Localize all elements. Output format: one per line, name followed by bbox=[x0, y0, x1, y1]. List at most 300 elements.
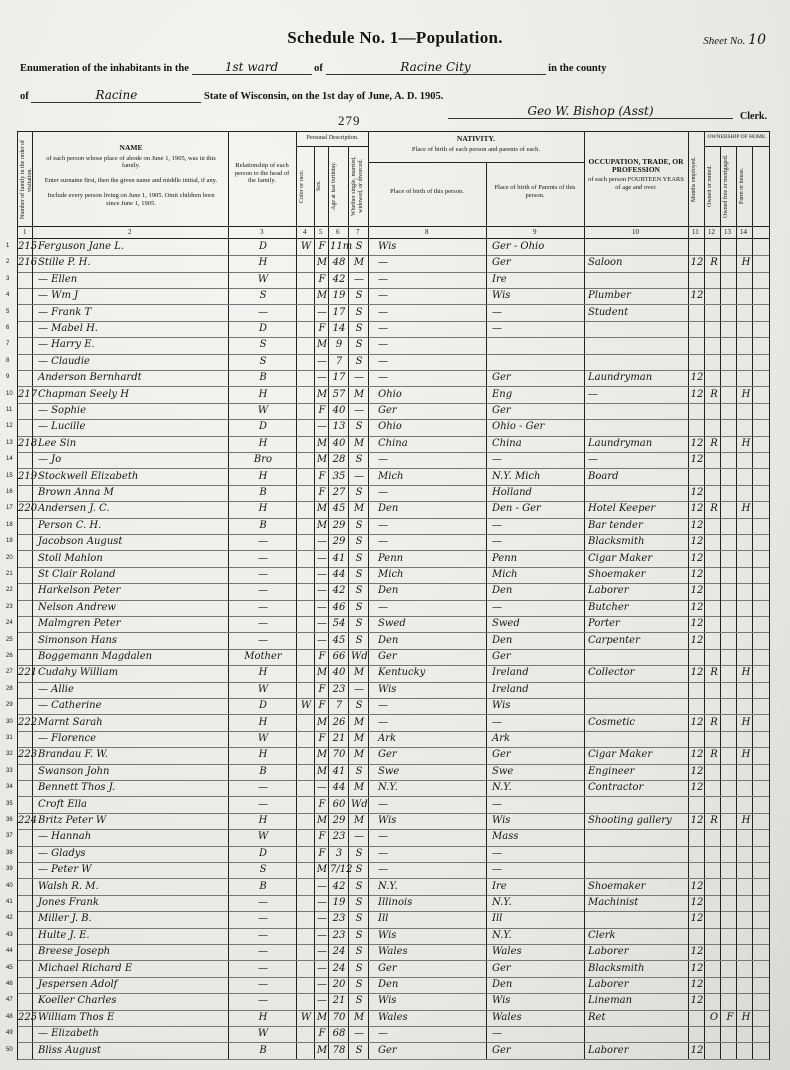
cell-sex: — bbox=[317, 880, 327, 892]
cell-months-employed: 12 bbox=[690, 979, 704, 990]
cell-birthplace: N.Y. bbox=[378, 782, 398, 794]
cell-person-name: Jespersen Adolf bbox=[38, 979, 118, 990]
table-row bbox=[6, 846, 769, 863]
cell-birthplace: Wis bbox=[378, 241, 397, 252]
line-number: 2 bbox=[6, 259, 10, 266]
cell-birthplace: Swed bbox=[378, 618, 406, 630]
cell-relationship: — bbox=[258, 618, 268, 630]
cell-relationship: D bbox=[258, 241, 268, 252]
cell-relationship: W bbox=[257, 405, 269, 416]
cell-person-name: Koeller Charles bbox=[38, 995, 117, 1007]
cell-relationship: — bbox=[258, 798, 268, 810]
cell-age: 40 bbox=[332, 667, 346, 679]
table-row bbox=[6, 387, 769, 404]
cell-months-employed: 12 bbox=[690, 569, 704, 580]
cell-parents-birthplace: Wis bbox=[492, 995, 511, 1007]
cell-occupation: Shoemaker bbox=[588, 569, 646, 580]
col-num: 14 bbox=[740, 228, 747, 236]
cell-parents-birthplace: Holland bbox=[492, 487, 532, 498]
cell-relationship: D bbox=[258, 323, 268, 334]
line-number: 44 bbox=[6, 948, 13, 955]
cell-person-name: — Peter W bbox=[38, 864, 92, 876]
cell-sex: F bbox=[318, 405, 326, 416]
county-suffix: in the county bbox=[548, 63, 607, 74]
col-nativity-desc: Place of birth of each person and parents of each. bbox=[411, 145, 541, 153]
table-row bbox=[6, 321, 769, 338]
cell-relationship: Mother bbox=[244, 651, 282, 662]
cell-parents-birthplace: — bbox=[492, 716, 502, 728]
table-row bbox=[6, 1010, 769, 1027]
cell-months-employed: 12 bbox=[690, 601, 704, 613]
cell-marital-status: — bbox=[354, 831, 364, 843]
cell-months-employed: 12 bbox=[690, 437, 704, 449]
of2-label: of bbox=[20, 91, 29, 102]
cell-person-name: Malmgren Peter bbox=[38, 618, 121, 630]
cell-person-name: — Ellen bbox=[38, 273, 78, 285]
cell-parents-birthplace: N.Y. bbox=[492, 929, 512, 941]
cell-parents-birthplace: Wis bbox=[492, 290, 511, 302]
cell-sex: — bbox=[317, 962, 327, 974]
cell-birthplace: — bbox=[378, 323, 388, 334]
cell-marital-status: S bbox=[355, 618, 363, 630]
cell-parents-birthplace: — bbox=[492, 306, 502, 318]
cell-marital-status: M bbox=[353, 667, 365, 679]
cell-owned-rented: R bbox=[710, 388, 718, 400]
cell-relationship: H bbox=[258, 388, 268, 400]
cell-marital-status: S bbox=[355, 323, 363, 334]
cell-relationship: D bbox=[258, 847, 268, 859]
cell-months-employed: 12 bbox=[690, 552, 704, 564]
cell-occupation: Carpenter bbox=[588, 634, 640, 646]
cell-person-name: Michael Richard E bbox=[38, 962, 133, 974]
cell-person-name: — Mabel H. bbox=[38, 323, 98, 334]
cell-age: 35 bbox=[332, 470, 346, 482]
cell-age: 78 bbox=[332, 1044, 346, 1056]
cell-occupation: Ret bbox=[588, 1011, 606, 1023]
table-row bbox=[6, 961, 769, 978]
cell-relationship: B bbox=[259, 487, 267, 498]
cell-relationship: H bbox=[258, 437, 268, 449]
cell-occupation: Hotel Keeper bbox=[588, 503, 656, 515]
table-row bbox=[6, 370, 769, 387]
cell-age: 21 bbox=[332, 995, 346, 1007]
line-number: 16 bbox=[6, 489, 13, 495]
col-num: 2 bbox=[128, 228, 132, 236]
col-nativity-caption: NATIVITY. bbox=[456, 134, 496, 143]
cell-months-employed: 12 bbox=[690, 749, 704, 761]
cell-parents-birthplace: Ger bbox=[492, 962, 511, 974]
cell-owned-rented: R bbox=[710, 815, 718, 826]
cell-relationship: H bbox=[258, 257, 268, 269]
cell-age: 46 bbox=[332, 601, 346, 613]
cell-sex: F bbox=[318, 1028, 326, 1040]
cell-person-name: — Claudie bbox=[38, 355, 90, 367]
cell-marital-status: — bbox=[354, 405, 364, 416]
cell-parents-birthplace: Ark bbox=[492, 733, 511, 744]
line-number: 11 bbox=[6, 407, 13, 413]
cell-marital-status: S bbox=[355, 569, 363, 580]
cell-family-number: 223 bbox=[18, 749, 38, 761]
cell-months-employed: 12 bbox=[690, 765, 704, 777]
cell-sex: — bbox=[317, 421, 327, 433]
cell-age: 45 bbox=[332, 503, 346, 515]
cell-sex: F bbox=[318, 733, 326, 744]
cell-sex: F bbox=[318, 241, 326, 252]
cell-parents-birthplace: Den bbox=[492, 979, 513, 990]
cell-person-name: Cudahy William bbox=[38, 667, 119, 679]
cell-relationship: H bbox=[258, 1011, 268, 1023]
cell-farm-house: H bbox=[741, 257, 751, 269]
cell-occupation: Cigar Maker bbox=[588, 749, 653, 761]
cell-person-name: Anderson Bernhardt bbox=[38, 372, 142, 384]
cell-age: 41 bbox=[332, 552, 346, 564]
line-number: 40 bbox=[6, 882, 13, 889]
cell-marital-status: — bbox=[354, 273, 364, 285]
cell-person-name: Lee Sin bbox=[38, 437, 77, 449]
cell-person-name: Jones Frank bbox=[38, 897, 99, 908]
table-row bbox=[6, 649, 769, 666]
cell-marital-status: S bbox=[355, 536, 363, 548]
table-row bbox=[6, 829, 769, 846]
cell-sex: — bbox=[317, 634, 327, 646]
cell-months-employed: 12 bbox=[690, 995, 704, 1007]
cell-birthplace: Ohio bbox=[378, 421, 402, 433]
cell-age: 19 bbox=[332, 290, 346, 302]
col-nativity bbox=[370, 135, 582, 153]
table-row bbox=[6, 928, 769, 945]
schedule-title: Schedule No. 1—Population. bbox=[287, 28, 503, 47]
cell-sex: M bbox=[316, 454, 328, 466]
cell-birthplace: — bbox=[378, 1028, 388, 1040]
cell-person-name: Croft Ella bbox=[38, 798, 88, 810]
cell-parents-birthplace: Ireland bbox=[492, 683, 529, 695]
clerk-label: Clerk. bbox=[740, 111, 767, 122]
cell-relationship: — bbox=[258, 962, 268, 974]
cell-birthplace: — bbox=[378, 700, 388, 712]
col-owned: Owned or rented. bbox=[707, 165, 713, 207]
cell-relationship: S bbox=[259, 290, 267, 302]
cell-birthplace: Den bbox=[378, 979, 399, 990]
col-free: Owned free or mortgaged. bbox=[723, 154, 729, 218]
table-row bbox=[6, 501, 769, 518]
cell-age: 60 bbox=[332, 798, 346, 810]
table-row bbox=[6, 255, 769, 272]
line-number: 45 bbox=[6, 964, 13, 971]
line-number: 29 bbox=[6, 702, 13, 709]
cell-sex: — bbox=[317, 995, 327, 1007]
cell-owned-rented: R bbox=[710, 716, 718, 728]
cell-person-name: Harkelson Peter bbox=[38, 585, 121, 597]
col-occupation-caption: OCCUPATION, TRADE, OR PROFESSION bbox=[588, 157, 684, 174]
cell-sex: M bbox=[316, 519, 328, 531]
cell-parents-birthplace: Ire bbox=[492, 273, 507, 285]
line-number: 46 bbox=[6, 981, 13, 987]
table-row bbox=[6, 895, 769, 912]
cell-owned-rented: R bbox=[710, 257, 718, 269]
cell-occupation: — bbox=[588, 454, 598, 466]
col-num: 7 bbox=[356, 228, 360, 236]
cell-relationship: W bbox=[257, 733, 269, 744]
cell-parents-birthplace: Den bbox=[492, 585, 513, 597]
cell-parents-birthplace: Ire bbox=[492, 880, 507, 892]
cell-birthplace: — bbox=[378, 273, 388, 285]
cell-parents-birthplace: Den - Ger bbox=[492, 503, 541, 515]
cell-owned-rented: O bbox=[709, 1011, 719, 1023]
cell-parents-birthplace: — bbox=[492, 323, 502, 334]
sheet-label: Sheet No. bbox=[703, 35, 746, 47]
cell-person-name: — Elizabeth bbox=[38, 1028, 99, 1040]
cell-occupation: Plumber bbox=[588, 290, 631, 302]
line-number: 38 bbox=[6, 849, 13, 856]
line-number: 47 bbox=[6, 997, 13, 1004]
table-row bbox=[6, 813, 769, 830]
cell-relationship: — bbox=[258, 897, 268, 908]
cell-color: W bbox=[300, 241, 312, 252]
cell-person-name: Ferguson Jane L. bbox=[38, 241, 125, 252]
cell-months-employed: 12 bbox=[690, 388, 704, 400]
cell-relationship: W bbox=[257, 683, 269, 695]
cell-birthplace: Den bbox=[378, 634, 399, 646]
cell-parents-birthplace: Penn bbox=[492, 552, 518, 564]
cell-age: 42 bbox=[332, 585, 346, 597]
cell-marital-status: S bbox=[355, 519, 363, 531]
cell-relationship: W bbox=[257, 1028, 269, 1040]
table-row bbox=[6, 534, 769, 551]
cell-age: 57 bbox=[332, 388, 346, 400]
cell-sex: — bbox=[317, 913, 327, 925]
line-number: 37 bbox=[6, 833, 13, 840]
table-row bbox=[6, 764, 769, 781]
line-number: 48 bbox=[6, 1013, 13, 1020]
cell-family-number: 224 bbox=[18, 815, 38, 826]
cell-birthplace: Ill bbox=[378, 913, 389, 925]
cell-farm-house: H bbox=[741, 749, 751, 761]
cell-age: 14 bbox=[332, 323, 346, 334]
table-row bbox=[6, 977, 769, 994]
cell-person-name: Walsh R. M. bbox=[38, 880, 99, 892]
cell-birthplace: Wis bbox=[378, 815, 397, 826]
cell-sex: M bbox=[316, 716, 328, 728]
city-field: Racine City bbox=[326, 60, 546, 75]
line-number: 10 bbox=[6, 390, 13, 397]
cell-months-employed: 12 bbox=[690, 454, 704, 466]
line-number: 43 bbox=[6, 931, 13, 938]
cell-birthplace: Penn bbox=[378, 552, 404, 564]
line-number: 34 bbox=[6, 784, 13, 791]
cell-parents-birthplace: Wis bbox=[492, 700, 511, 712]
cell-birthplace: Wales bbox=[378, 1011, 408, 1023]
line-number: 36 bbox=[6, 817, 13, 823]
cell-sex: M bbox=[316, 437, 328, 449]
cell-age: 17 bbox=[332, 306, 346, 318]
cell-family-number: 221 bbox=[18, 667, 38, 679]
cell-relationship: — bbox=[258, 585, 268, 597]
cell-age: 27 bbox=[332, 487, 346, 498]
cell-age: 21 bbox=[332, 733, 346, 744]
table-row bbox=[6, 419, 769, 436]
cell-months-employed: 12 bbox=[690, 667, 704, 679]
cell-relationship: H bbox=[258, 503, 268, 515]
cell-months-employed: 12 bbox=[690, 946, 704, 958]
line-number: 31 bbox=[6, 735, 13, 741]
cell-sex: F bbox=[318, 470, 326, 482]
cell-age: 13 bbox=[332, 421, 346, 433]
cell-occupation: Lineman bbox=[588, 995, 633, 1007]
line-number: 22 bbox=[6, 587, 13, 594]
cell-color: W bbox=[300, 700, 312, 712]
cell-person-name: Miller J. B. bbox=[38, 913, 92, 925]
cell-age: 17 bbox=[332, 372, 346, 384]
cell-person-name: Marnt Sarah bbox=[38, 716, 103, 728]
cell-relationship: — bbox=[258, 995, 268, 1007]
cell-relationship: — bbox=[258, 979, 268, 990]
col-family-number: Number of family in the order of visitation. bbox=[20, 140, 33, 220]
cell-family-number: 216 bbox=[18, 257, 38, 269]
cell-relationship: W bbox=[257, 273, 269, 285]
cell-sex: — bbox=[317, 897, 327, 908]
cell-sex: — bbox=[317, 306, 327, 318]
col-num: 11 bbox=[692, 228, 699, 236]
table-row bbox=[6, 665, 769, 682]
cell-family-number: 219 bbox=[18, 470, 38, 482]
cell-parents-birthplace: Wales bbox=[492, 946, 522, 958]
cell-birthplace: N.Y. bbox=[378, 880, 398, 892]
cell-farm-house: H bbox=[741, 1011, 751, 1023]
cell-relationship: H bbox=[258, 470, 268, 482]
cell-months-employed: 12 bbox=[690, 1044, 704, 1056]
cell-age: 19 bbox=[332, 897, 346, 908]
enumeration-line bbox=[20, 60, 607, 75]
cell-sex: — bbox=[317, 536, 327, 548]
cell-sex: — bbox=[317, 552, 327, 564]
clerk-signature: Geo W. Bishop (Asst) bbox=[448, 104, 733, 119]
cell-relationship: D bbox=[258, 700, 268, 712]
cell-relationship: B bbox=[259, 372, 267, 384]
cell-parents-birthplace: — bbox=[492, 847, 502, 859]
column-number-row bbox=[18, 226, 769, 239]
cell-occupation: Blacksmith bbox=[588, 536, 645, 548]
cell-person-name: Simonson Hans bbox=[38, 634, 118, 646]
cell-age: 24 bbox=[332, 962, 346, 974]
col-name-note1: Enter surname first, then the given name and middle initial, if any. bbox=[44, 177, 218, 184]
cell-birthplace: Den bbox=[378, 585, 399, 597]
cell-parents-birthplace: Ger bbox=[492, 257, 511, 269]
cell-age: 45 bbox=[332, 634, 346, 646]
cell-marital-status: S bbox=[355, 897, 363, 908]
cell-person-name: Nelson Andrew bbox=[38, 601, 116, 613]
cell-person-name: — Harry E. bbox=[38, 339, 95, 351]
cell-parents-birthplace: Ger bbox=[492, 651, 511, 662]
cell-months-employed: 12 bbox=[690, 880, 704, 892]
cell-sex: F bbox=[318, 683, 326, 695]
table-header bbox=[18, 132, 769, 227]
col-relationship: Relationship of each person to the head of the family. bbox=[234, 162, 290, 184]
table-row bbox=[6, 452, 769, 469]
cell-marital-status: — bbox=[354, 470, 364, 482]
cell-parents-birthplace: Wales bbox=[492, 1011, 522, 1023]
cell-birthplace: — bbox=[378, 290, 388, 302]
population-schedule-table bbox=[6, 131, 770, 1060]
cell-marital-status: M bbox=[353, 749, 365, 761]
cell-marital-status: S bbox=[355, 962, 363, 974]
cell-person-name: Britz Peter W bbox=[38, 815, 107, 826]
cell-age: 9 bbox=[335, 339, 343, 351]
cell-relationship: W bbox=[257, 831, 269, 843]
cell-occupation: Shoemaker bbox=[588, 880, 646, 892]
cell-marital-status: S bbox=[355, 241, 363, 252]
cell-parents-birthplace: Ger bbox=[492, 749, 511, 761]
cell-relationship: H bbox=[258, 667, 268, 679]
line-number: 15 bbox=[6, 472, 13, 479]
cell-marital-status: — bbox=[354, 372, 364, 384]
cell-family-number: 225 bbox=[18, 1011, 38, 1023]
ward-field: 1st ward bbox=[192, 60, 312, 75]
table-row bbox=[6, 747, 769, 764]
cell-birthplace: Mich bbox=[378, 569, 404, 580]
col-occupation-desc: of each person FOURTEEN YEARS of age and over. bbox=[588, 176, 684, 191]
cell-age: 7 bbox=[335, 355, 343, 367]
cell-relationship: H bbox=[258, 749, 268, 761]
cell-birthplace: — bbox=[378, 519, 388, 531]
cell-birthplace: Wis bbox=[378, 683, 397, 695]
cell-person-name: Stille P. H. bbox=[38, 257, 91, 269]
col-num: 5 bbox=[319, 228, 323, 236]
cell-marital-status: M bbox=[353, 257, 365, 269]
cell-person-name: Brandau F. W. bbox=[38, 749, 108, 761]
cell-age: 23 bbox=[332, 831, 346, 843]
cell-age: 11m bbox=[330, 241, 353, 252]
cell-sex: F bbox=[318, 831, 326, 843]
cell-relationship: B bbox=[259, 765, 267, 777]
cell-parents-birthplace: Swed bbox=[492, 618, 520, 630]
cell-marital-status: M bbox=[353, 815, 365, 826]
line-number: 13 bbox=[6, 439, 13, 446]
table-row bbox=[6, 1026, 769, 1043]
cell-sex: F bbox=[318, 798, 326, 810]
cell-person-name: St Clair Roland bbox=[38, 569, 116, 580]
cell-occupation: Laborer bbox=[588, 1044, 629, 1056]
cell-months-employed: 12 bbox=[690, 897, 704, 908]
col-num: 12 bbox=[708, 228, 715, 236]
cell-marital-status: S bbox=[355, 355, 363, 367]
page-number: 279 bbox=[338, 113, 361, 128]
cell-occupation: Collector bbox=[588, 667, 635, 679]
cell-marital-status: Wd bbox=[351, 798, 368, 810]
cell-birthplace: — bbox=[378, 831, 388, 843]
cell-parents-birthplace: Ger bbox=[492, 1044, 511, 1056]
line-number: 20 bbox=[6, 554, 13, 561]
cell-occupation: Contractor bbox=[588, 782, 644, 794]
cell-marital-status: S bbox=[355, 929, 363, 941]
state-text: State of Wisconsin, on the 1st day of June, A. D. 1905. bbox=[204, 91, 444, 102]
table-row bbox=[6, 600, 769, 617]
cell-marital-status: S bbox=[355, 290, 363, 302]
cell-birthplace: Ger bbox=[378, 962, 397, 974]
cell-marital-status: S bbox=[355, 913, 363, 925]
cell-age: 68 bbox=[332, 1028, 346, 1040]
line-number: 9 bbox=[6, 374, 10, 381]
cell-relationship: — bbox=[258, 782, 268, 794]
line-number: 42 bbox=[6, 915, 13, 922]
col-personal: Personal Description. bbox=[306, 135, 359, 141]
cell-months-employed: 12 bbox=[690, 503, 704, 515]
cell-sex: M bbox=[316, 503, 328, 515]
sheet-number bbox=[703, 32, 766, 48]
cell-months-employed: 12 bbox=[690, 913, 704, 925]
table-row bbox=[6, 469, 769, 486]
cell-parents-birthplace: — bbox=[492, 536, 502, 548]
cell-sex: — bbox=[317, 372, 327, 384]
